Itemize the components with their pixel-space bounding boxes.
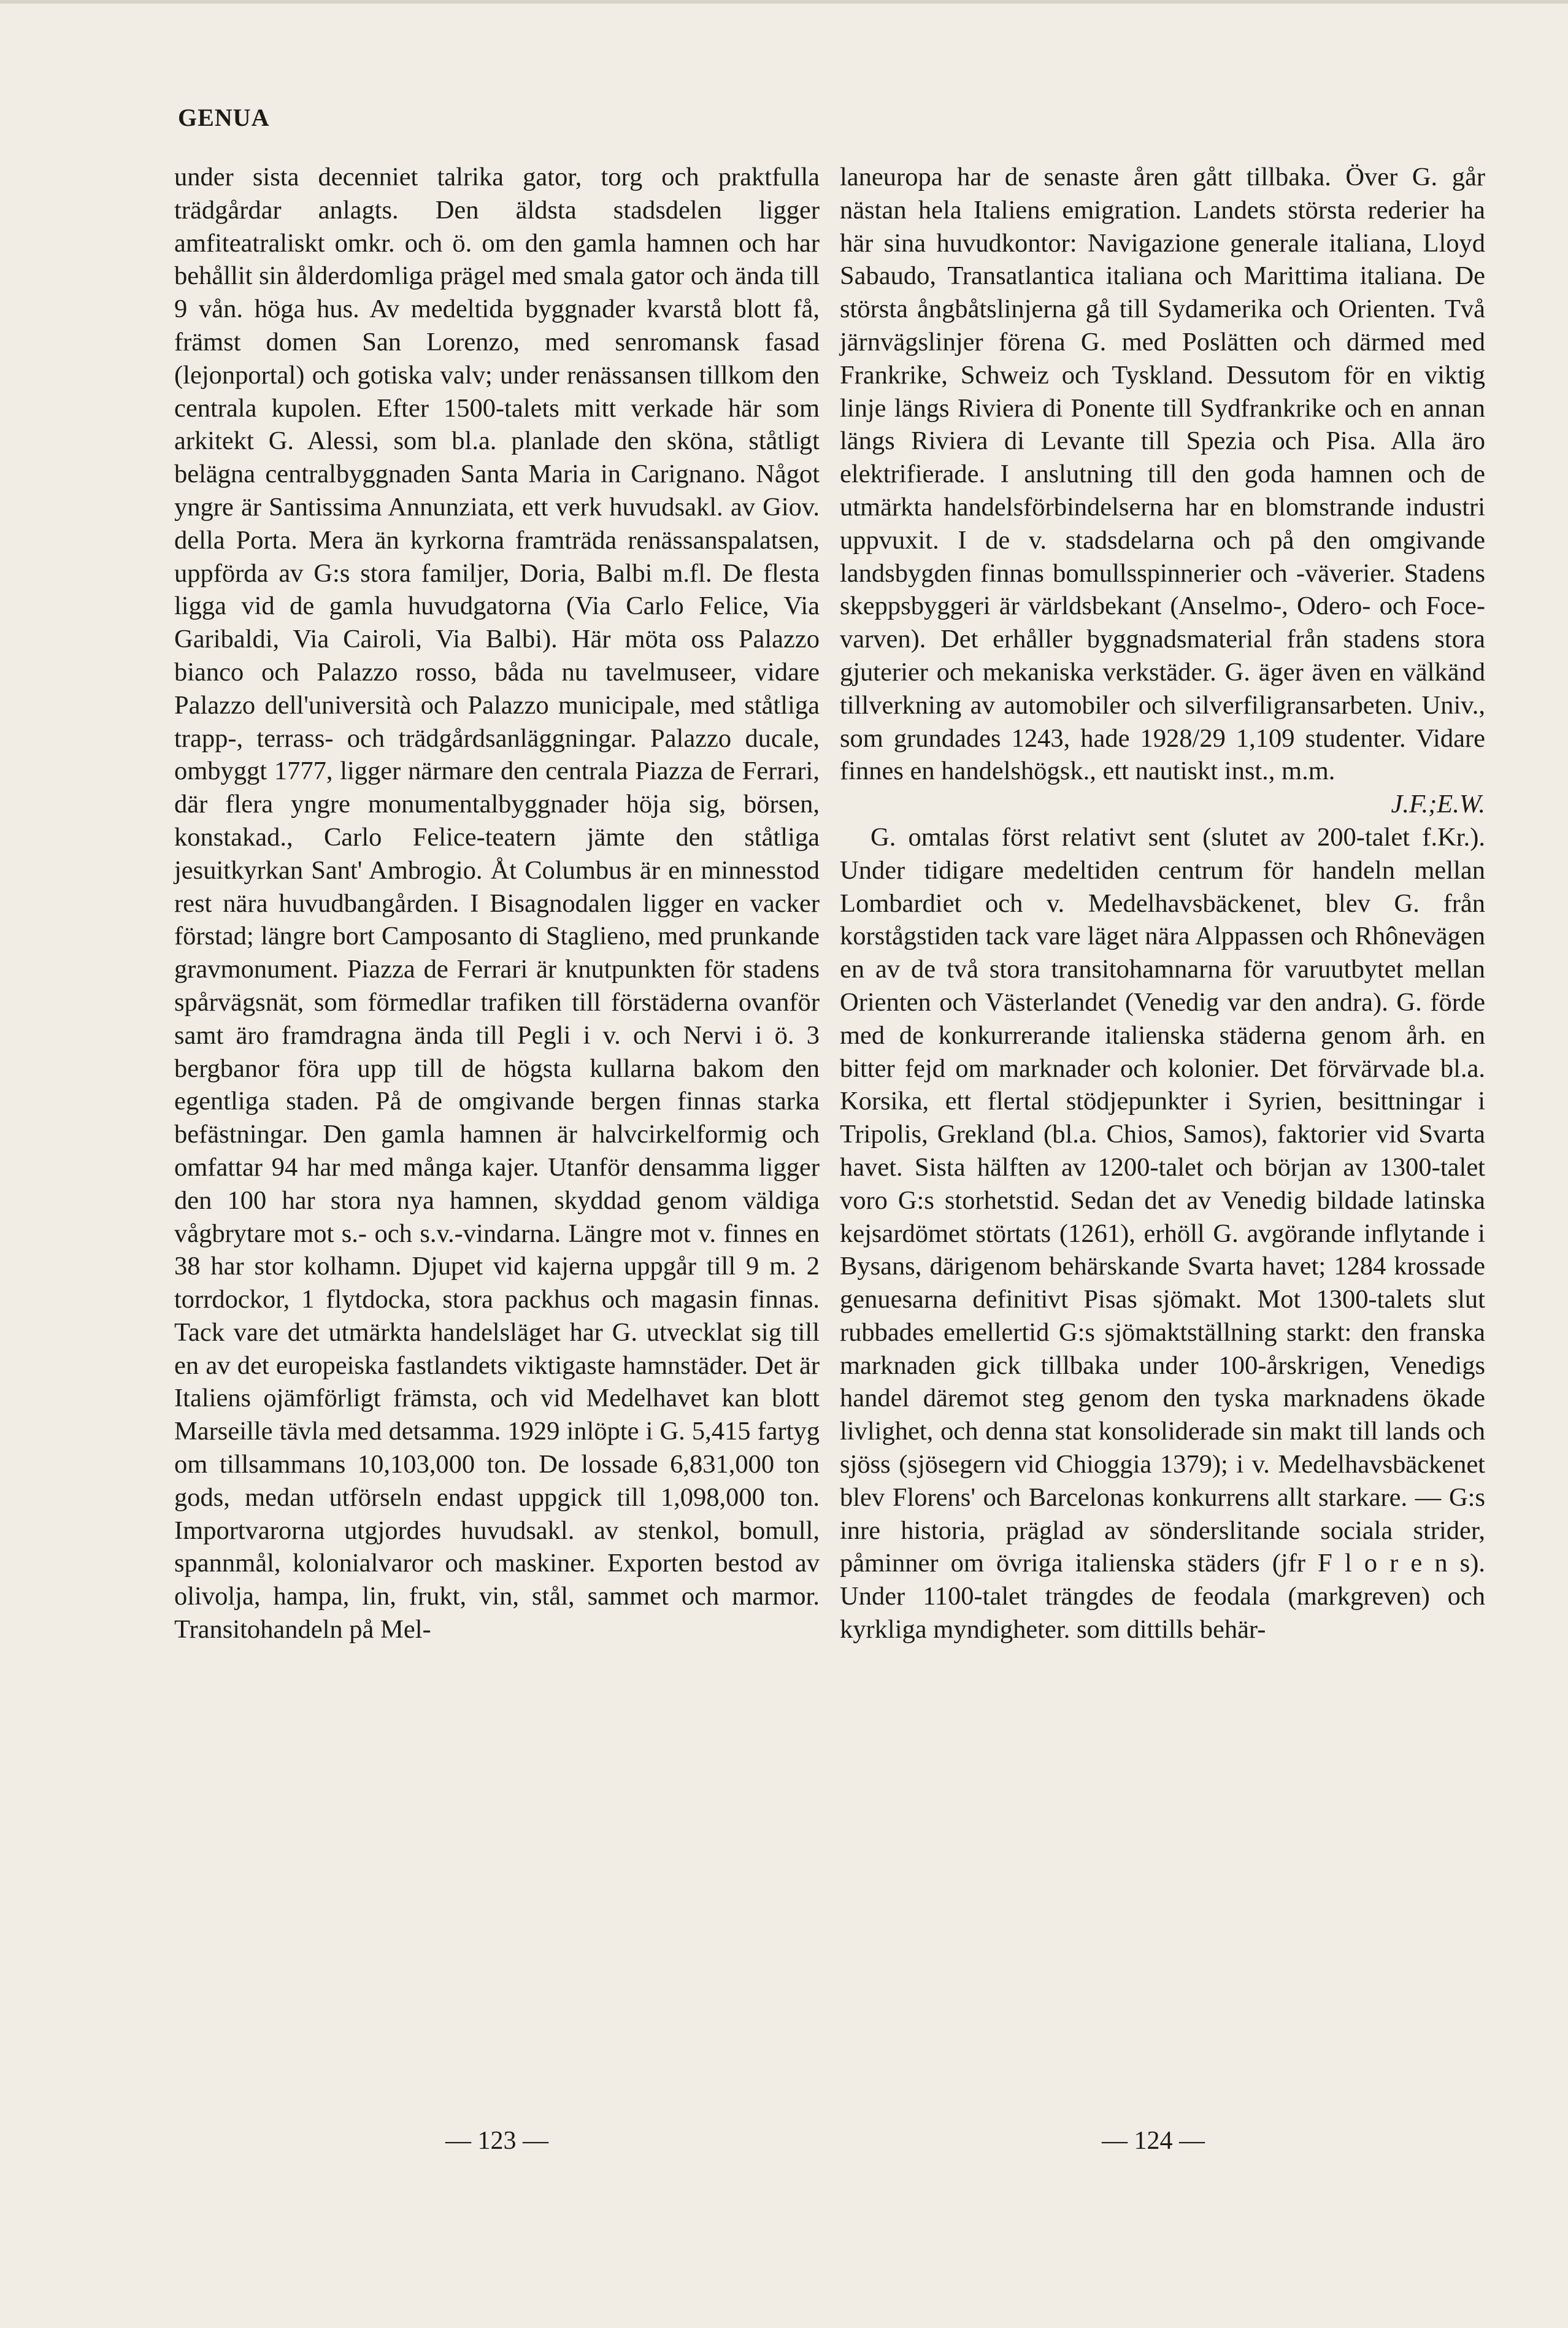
top-edge-divider bbox=[0, 0, 1568, 4]
right-column bbox=[840, 161, 1485, 1646]
running-head: GENUA bbox=[178, 104, 270, 131]
left-column bbox=[174, 161, 820, 1646]
author-signature: J.F.;E.W. bbox=[1391, 790, 1485, 819]
right-column-paragraph-1: laneuropa har de senaste åren gått tillbaka. Över G. går nästan hela Italiens emigration. Landets största rederier ha här sina huvudkontor: Navigazione generale italiana, Lloyd Sabaudo, Transatlantica italiana och Marittima italiana. De största ångbåtslinjerna gå till Sydamerika och Orienten. Två järnvägslinjer förena G. med Poslätten och därmed med Frankrike, Schweiz och Tyskland. Dessutom för en viktig linje längs Riviera di Ponente till Sydfrankrike och en annan längs Riviera di Levante till Spezia och Pisa. Alla äro elektrifierade. I anslutning till den goda hamnen och de utmärkta handelsförbindelserna har en blomstrande industri uppvuxit. I de v. stadsdelarna och på den omgivande landsbygden finnas bomullsspinnerier och -väverier. Stadens skeppsbyggeri är världsbekant (Anselmo-, Odero- och Foce-varven). Det erhåller byggnadsmaterial från stadens stora gjuterier och mekaniska verkstäder. G. äger även en välkänd tillverkning av automobiler och silverfiligransarbeten. Univ., som grundades 1243, hade 1928/29 1,109 studenter. Vidare finnes en handelshögsk., ett nautiskt inst., m.m. bbox=[840, 163, 1485, 786]
page-number-right: — 124 — bbox=[1102, 2127, 1205, 2155]
page-number-left: — 123 — bbox=[445, 2127, 548, 2155]
right-column-paragraph-2: G. omtalas först relativt sent (slutet av 200-talet f.Kr.). Under tidigare medeltiden centrum för handeln mellan Lombardiet och v. Medelhavsbäckenet, blev G. från korstågstiden tack vare läget nära Alppassen och Rhônevägen en av de två stora transitohamnarna för varuutbytet mellan Orienten och Västerlandet (Venedig var den andra). G. förde med de konkurrerande italienska städerna genom årh. en bitter fejd om marknader och kolonier. Det förvärvade bl.a. Korsika, ett flertal stödjepunkter i Syrien, besittningar i Tripolis, Grekland (bl.a. Chios, Samos), faktorier vid Svarta havet. Sista hälften av 1200-talet och början av 1300-talet voro G:s storhetstid. Sedan det av Venedig bildade latinska kejsardömet störtats (1261), erhöll G. avgörande inflytande i Bysans, därigenom behärskande Svarta havet; 1284 krossade genuesarna definitivt Pisas sjömakt. Mot 1300-talets slut rubbades emellertid G:s sjömaktställning starkt: den franska marknaden gick tillbaka under 100-årskrigen, Venedigs handel däremot steg genom den tyska marknadens ökade livlighet, och denna stat konsoliderade sin makt till lands och sjöss (sjösegern vid Chioggia 1379); i v. Medelhavsbäckenet blev Florens' och Barcelonas konkurrens allt starkare. — G:s inre historia, präglad av sönderslitande sociala strider, påminner om övriga italienska städers (jfr F l o r e n s). Under 1100-talet trängdes de feodala (markgreven) och kyrkliga myndigheter. som dittills behär- bbox=[840, 822, 1485, 1644]
left-column-paragraph: under sista decenniet talrika gator, torg och praktfulla trädgårdar anlagts. Den äldsta stadsdelen ligger amfiteatraliskt omkr. och ö. om den gamla hamnen och har behållit sin ålderdomliga prägel med smala gator och ända till 9 vån. höga hus. Av medeltida byggnader kvarstå blott få, främst domen San Lorenzo, med senromansk fasad (lejonportal) och gotiska valv; under renässansen tillkom den centrala kupolen. Efter 1500-talets mitt verkade här som arkitekt G. Alessi, som bl.a. planlade den sköna, ståtligt belägna centralbyggnaden Santa Maria in Carignano. Något yngre är Santissima Annunziata, ett verk huvudsakl. av Giov. della Porta. Mera än kyrkorna framträda renässanspalatsen, uppförda av G:s stora familjer, Doria, Balbi m.fl. De flesta ligga vid de gamla huvudgatorna (Via Carlo Felice, Via Garibaldi, Via Cairoli, Via Balbi). Här möta oss Palazzo bianco och Palazzo rosso, båda nu tavelmuseer, vidare Palazzo dell'università och Palazzo municipale, med ståtliga trapp-, terrass- och trädgårdsanläggningar. Palazzo ducale, ombyggt 1777, ligger närmare den centrala Piazza de Ferrari, där flera yngre monumentalbyggnader höja sig, börsen, konstakad., Carlo Felice-teatern jämte den ståtliga jesuitkyrkan Sant' Ambrogio. Åt Columbus är en minnesstod rest nära huvudbangården. I Bisagnodalen ligger en vacker förstad; längre bort Camposanto di Staglieno, med prunkande gravmonument. Piazza de Ferrari är knutpunkten för stadens spårvägsnät, som förmedlar trafiken till förstäderna ovanför samt äro framdragna ända till Pegli i v. och Nervi i ö. 3 bergbanor föra upp till de högsta kullarna bakom den egentliga staden. På de omgivande bergen finnas starka befästningar. Den gamla hamnen är halvcirkelformig och omfattar 94 har med många kajer. Utanför densamma ligger den 100 har stora nya hamnen, skyddad genom väldiga vågbrytare mot s.- och s.v.-vindarna. Längre mot v. finnes en 38 har stor kolhamn. Djupet vid kajerna uppgår till 9 m. 2 torrdockor, 1 flytdocka, stora packhus och magasin finnas. Tack vare det utmärkta handelsläget har G. utvecklat sig till en av det europeiska fastlandets viktigaste hamnstäder. Det är Italiens ojämförligt främsta, och vid Medelhavet kan blott Marseille tävla med detsamma. 1929 inlöpte i G. 5,415 fartyg om tillsammans 10,103,000 ton. De lossade 6,831,000 ton gods, medan utförseln endast uppgick till 1,098,000 ton. Importvarorna utgjordes huvudsakl. av stenkol, bomull, spannmål, kolonialvaror och maskiner. Exporten bestod av olivolja, hampa, lin, frukt, vin, stål, sammet och marmor. Transitohandeln på Mel- bbox=[174, 163, 820, 1644]
